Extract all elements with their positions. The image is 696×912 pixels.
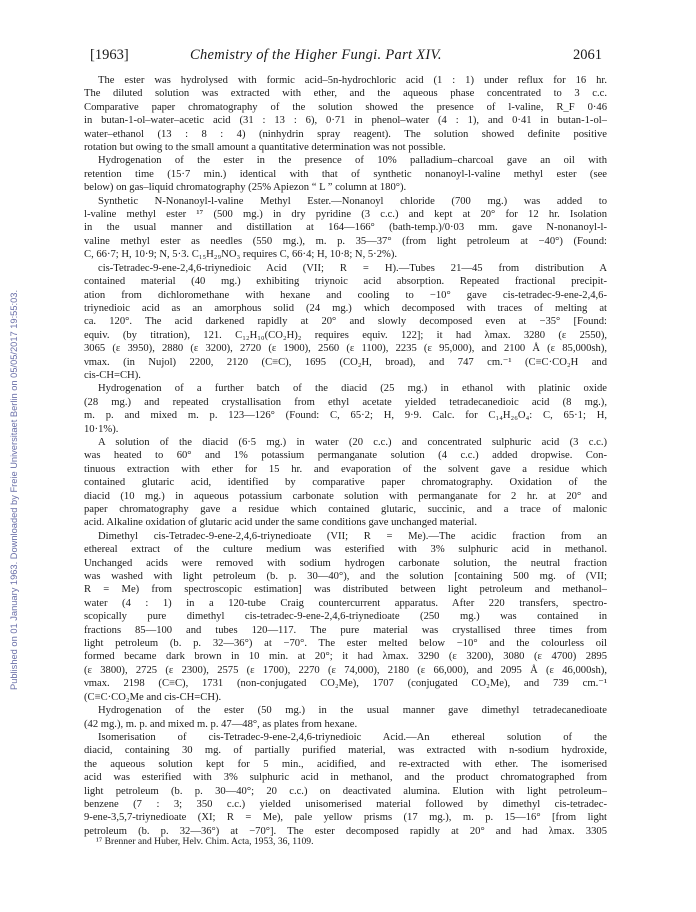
- footnote: ¹⁷ Brenner and Huber, Helv. Chim. Acta, 1953, 36, 1109.: [96, 836, 314, 847]
- text-line: A solution of the diacid (6·5 mg.) in water (20 c.c.) and concentrated sulphuric acid (3 c.c.): [98, 436, 607, 448]
- text-line: l-valine methyl ester ¹⁷ (500 mg.) in dry pyridine (3 c.c.) and kept at 20° for 12 hr. Isolation: [84, 209, 607, 221]
- text-line: m. p. and mixed m. p. 123—126° (Found: C, 65·2; H, 9·9. Calc. for C₁₄H₂₆O₄: C, 65·1; H,: [84, 410, 607, 422]
- text-line: valine methyl ester as needles (550 mg.), m. p. 35—37° (from light petroleum at −40°) (Found:: [84, 235, 607, 247]
- text-line: light petroleum (b. p. 32—36°) at −70°. The ester melted below −10° and the colourless oil: [84, 638, 607, 650]
- text-line: (28 mg.) and repeated crystallisation from ethyl acetate yielded tetradecanedioic acid (8 mg.),: [84, 396, 607, 408]
- text-line: Dimethyl cis-Tetradec-9-ene-2,4,6-triynedioate (VII; R = Me).—The acidic fraction from an: [98, 530, 607, 542]
- text-line: cis-CH=CH).: [84, 369, 141, 381]
- text-line: acid was esterified with 3% sulphuric acid in methanol, and the product chromatographed from: [84, 772, 607, 784]
- text-line: 10·1%).: [84, 423, 119, 435]
- text-line: diacid (10 mg.) in aqueous potassium carbonate solution with permanganate for 2 hr. at 20° and: [84, 490, 607, 502]
- text-line: scopically pure dimethyl cis-tetradec-9-ene-2,4,6-triynedioate (250 mg.) was contained in: [84, 611, 607, 623]
- text-line: water (4 : 1) in a 120-tube Craig countercurrent apparatus. After 220 transfers, spectro-: [84, 597, 607, 609]
- text-line: was washed with light petroleum (b. p. 30—40°), and the solution [containing 500 mg. of (VII;: [84, 571, 607, 583]
- text-line: 9-ene-3,5,7-triynedioate (XI; R = Me), pale yellow prisms (17 mg.), m. p. 15—16° [from light: [84, 812, 607, 824]
- text-line: contained material (40 mg.) exhibiting triynoic acid absorption. Repeated fractional precipit-: [84, 276, 607, 288]
- text-line: retention time (15·7 min.) identical with that of synthetic nonanoyl-l-valine methyl ester (see: [84, 168, 607, 180]
- text-line: below) on gas–liquid chromatography (25% Apiezon “ L ” column at 180°).: [84, 182, 407, 194]
- text-line: benzene (7 : 3; 350 c.c.) yielded unisomerised material followed by dimethyl cis-tetradec-: [84, 798, 607, 810]
- text-line: in the usual manner and distillation at 164—166° (bath-temp.)/0·03 mm. gave N-nonanoyl-l-: [84, 222, 607, 234]
- text-line: Hydrogenation of the ester in the presence of 10% palladium–charcoal gave an oil with: [98, 155, 607, 167]
- running-header: [90, 47, 602, 67]
- text-line: C, 66·7; H, 10·9; N, 5·3. C₁₅H₂₉NO₃ requires C, 66·4; H, 10·8; N, 5·2%).: [84, 249, 397, 261]
- text-line: in butan-1-ol–water–acetic acid (31 : 13 : 6), 0·71 in phenol–water (4 : 1), and 0·41 in butan-1-ol–: [84, 115, 607, 127]
- text-line: ca. 120°. The acid darkened rapidly at 20° and slowly decomposed even at −35° [Found:: [84, 316, 607, 328]
- text-line: Synthetic N-Nonanoyl-l-valine Methyl Ester.—Nonanoyl chloride (700 mg.) was added to: [98, 195, 607, 207]
- page-number: 2061: [573, 47, 602, 63]
- article-body: [84, 74, 607, 838]
- text-line: (C≡C·CO₂Me and cis-CH=CH).: [84, 691, 222, 703]
- text-line: diacid, containing 30 mg. of partially purified material, was extracted with n-sodium hydroxide,: [84, 745, 607, 757]
- text-line: rotation but owing to the small amount a quantitative determination was not possible.: [84, 142, 446, 154]
- download-note-text: Published on 01 January 1963. Downloaded by Freie Universitaet Berlin on 05/05/2017 19:55:03.: [9, 289, 19, 690]
- download-note: [0, 210, 18, 690]
- text-line: Hydrogenation of the ester (50 mg.) in the usual manner gave dimethyl tetradecanedioate: [98, 705, 607, 717]
- text-line: acid. Alkaline oxidation of glutaric acid under the same conditions gave unchanged material.: [84, 517, 478, 529]
- text-line: (42 mg.), m. p. and mixed m. p. 47—48°, as plates from hexane.: [84, 718, 358, 730]
- text-line: Hydrogenation of a further batch of the diacid (25 mg.) in ethanol with platinic oxide: [98, 383, 607, 395]
- text-line: cis-Tetradec-9-ene-2,4,6-triynedioic Acid (VII; R = H).—Tubes 21—45 from distribution A: [98, 262, 607, 274]
- text-line: Unchanged acids were removed with sodium hydrogen carbonate solution, the neutral fraction: [84, 557, 607, 569]
- text-line: paper chromatography gave a residue which contained glutaric, succinic, and a trace of malonic: [84, 504, 607, 515]
- text-line: (ε 3800), 2725 (ε 2300), 2575 (ε 1700), 2270 (ε 74,000), 2180 (ε 66,000), and 2095 Å (ε 46,000sh),: [84, 664, 607, 676]
- text-line: νmax. (in Nujol) 2200, 2120 (C≡C), 1695 (CO₂H, broad), and 747 cm.⁻¹ (C≡C·CO₂H and: [84, 356, 607, 368]
- text-line: petroleum (b. p. 32—36°) at −70°]. The ester decomposed rapidly at 20° and had λmax. 3305: [84, 825, 607, 837]
- header-title: Chemistry of the Higher Fungi. Part XIV.: [190, 47, 442, 63]
- text-line: formed became dark brown in 10 min. at 20°; it had λmax. 3290 (ε 3200), 3080 (ε 4700) 2895: [84, 651, 607, 663]
- text-line: ethereal extract of the culture medium was esterified with 3% sulphuric acid in methanol.: [84, 544, 607, 556]
- text-line: light petroleum (b. p. 30—40°; 20 c.c.) on deactivated alumina. Elution with light petroleum–: [84, 785, 607, 797]
- text-line: contained glutaric acid, identified by comparative paper chromatography. Oxidation of the: [84, 477, 607, 489]
- text-line: the aqueous solution kept for 5 min., acidified, and re-extracted with ether. The isomerised: [84, 758, 607, 770]
- text-line: ation from dichloromethane with hexane and cooling to −10° gave cis-tetradec-9-ene-2,4,6-: [84, 289, 607, 301]
- text-line: Comparative paper chromatography of the solution showed the presence of l-valine, R_F 0·46: [84, 101, 607, 113]
- text-line: R = Me) from spectroscopic estimation] was distributed between light petroleum and methanol–: [84, 584, 607, 596]
- text-line: The diluted solution was extracted with ether, and the aqueous phase concentrated to 3 c.c.: [84, 88, 607, 100]
- header-year: [1963]: [90, 47, 129, 63]
- text-line: triynedioic acid as an amorphous solid (24 mg.) which decomposed with traces of melting at: [84, 302, 607, 314]
- text-line: νmax. 2198 (C≡C), 1731 (non-conjugated CO₂Me), 1707 (conjugated CO₂Me), and 739 cm.⁻¹: [84, 678, 607, 690]
- text-line: water–ethanol (13 : 8 : 4) (ninhydrin spray reagent). The solution showed definite positive: [84, 128, 607, 140]
- text-line: Isomerisation of cis-Tetradec-9-ene-2,4,6-triynedioic Acid.—An ethereal solution of the: [98, 731, 607, 743]
- text-line: fractions 85—100 and tubes 120—117. The pure material was crystallised three times from: [84, 624, 607, 636]
- text-line: was heated to 60° and 1% potassium permanganate solution (4 c.c.) added dropwise. Con-: [84, 450, 607, 462]
- text-line: The ester was hydrolysed with formic acid–5n-hydrochloric acid (1 : 1) under reflux for 16 hr.: [98, 75, 607, 86]
- text-line: tinuous extraction with ether for 15 hr. and evaporation of the solvent gave a residue which: [84, 463, 607, 475]
- text-line: equiv. (by titration), 121. C₁₂H₁₀(CO₂H)₂ requires equiv. 122]; it had λmax. 3280 (ε 2550),: [84, 329, 607, 341]
- text-line: 3065 (ε 3950), 2880 (ε 3200), 2720 (ε 1900), 2560 (ε 1100), 2235 (ε 95,000), and 2100 Å (ε 85,000sh),: [84, 343, 607, 355]
